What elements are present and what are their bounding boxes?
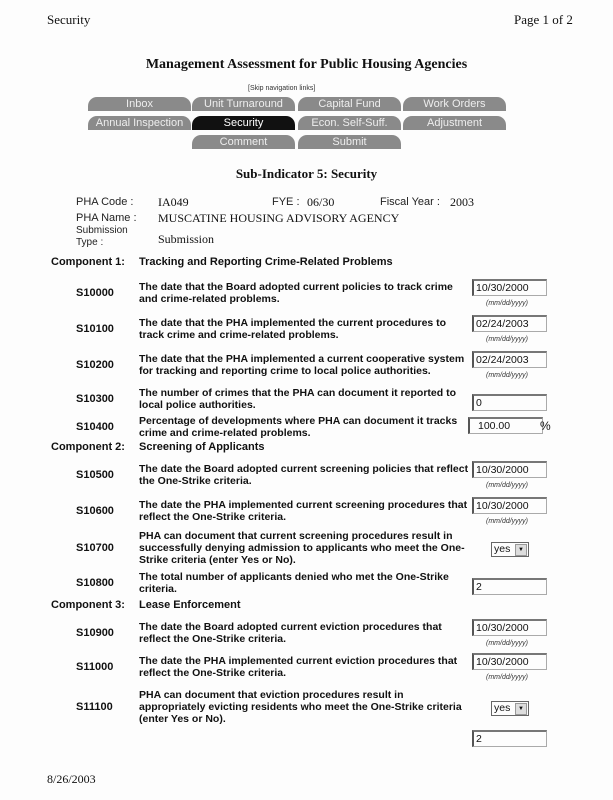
component-label: Component 3: [51, 599, 125, 611]
submission-type-label: Submission [76, 225, 128, 236]
date-input-s10900[interactable]: 10/30/2000 [472, 619, 547, 636]
date-format-hint: (mm/dd/yyyy) [486, 372, 528, 379]
fiscal-year-label: Fiscal Year : [380, 196, 440, 208]
item-code: S11000 [76, 661, 114, 673]
item-description: The date the Board adopted current eviction procedures that reflect the One-Strike criteria. [139, 621, 442, 645]
date-input-s10600[interactable]: 10/30/2000 [472, 497, 547, 514]
header-page-title: Security [47, 12, 91, 27]
date-format-hint: (mm/dd/yyyy) [486, 674, 528, 681]
print-date: 8/26/2003 [47, 772, 96, 786]
date-input-s10200[interactable]: 02/24/2003 [472, 351, 547, 368]
component-title: Tracking and Reporting Crime-Related Problems [139, 256, 393, 268]
yes-no-select-s11100[interactable] [491, 701, 529, 716]
item-description: Percentage of developments where PHA can document it tracks crime and crime-related problems. [139, 415, 458, 439]
header-page-number: Page 1 of 2 [514, 12, 573, 27]
item-description: The date that the PHA implemented the current procedures to track crime and crime-related problems. [139, 317, 447, 341]
trailing-input[interactable]: 2 [472, 730, 547, 747]
component-title: Screening of Applicants [139, 441, 265, 453]
date-format-hint: (mm/dd/yyyy) [486, 336, 528, 343]
item-code: S10600 [76, 505, 114, 517]
date-input-s10000[interactable]: 10/30/2000 [472, 279, 547, 296]
item-code: S11100 [76, 701, 113, 713]
item-code: S10800 [76, 577, 114, 589]
tab-comment[interactable]: Comment [192, 135, 295, 149]
fye-label: FYE : [272, 196, 300, 208]
tab-unit-turnaround[interactable]: Unit Turnaround [192, 97, 295, 111]
submission-type-value: Submission [158, 232, 215, 246]
tab-work-orders[interactable]: Work Orders [403, 97, 506, 111]
select-value: yes [494, 543, 511, 555]
tab-inbox[interactable]: Inbox [88, 97, 191, 111]
item-description: The date that the PHA implemented a current cooperative system for tracking and reporting crime to local police authorities. [139, 353, 465, 377]
item-code: S10700 [76, 542, 114, 554]
tab-annual-inspection[interactable]: Annual Inspection [88, 116, 191, 130]
percent-input-s10400[interactable]: 100.00 [468, 417, 543, 434]
date-input-s10500[interactable]: 10/30/2000 [472, 461, 547, 478]
item-description: The date the PHA implemented current eviction procedures that reflect the One-Strike criteria. [139, 655, 458, 679]
item-code: S10500 [76, 469, 114, 481]
item-description: The date the Board adopted current screening policies that reflect the One-Strike criteria. [139, 463, 469, 487]
tab-econ-self-suff[interactable]: Econ. Self-Suff. [298, 116, 401, 130]
date-format-hint: (mm/dd/yyyy) [486, 640, 528, 647]
tab-capital-fund[interactable]: Capital Fund [298, 97, 401, 111]
tab-adjustment[interactable]: Adjustment [403, 116, 506, 130]
date-format-hint: (mm/dd/yyyy) [486, 518, 528, 525]
yes-no-select-s10700[interactable] [491, 542, 529, 557]
pha-code-label: PHA Code : [76, 196, 134, 208]
item-code: S10100 [76, 323, 114, 335]
item-description: The number of crimes that the PHA can document it reported to local police authorities. [139, 387, 456, 411]
item-code: S10300 [76, 393, 114, 405]
tab-submit[interactable]: Submit [298, 135, 401, 149]
pha-code-value: IA049 [158, 195, 189, 209]
component-label: Component 2: [51, 441, 125, 453]
fye-value: 06/30 [307, 195, 335, 209]
date-format-hint: (mm/dd/yyyy) [486, 300, 528, 307]
page-title: Management Assessment for Public Housing Agencies [145, 57, 468, 72]
select-value: yes [494, 702, 511, 714]
date-format-hint: (mm/dd/yyyy) [486, 482, 528, 489]
tab-security[interactable]: Security [192, 116, 295, 130]
component-title: Lease Enforcement [139, 599, 241, 611]
pha-name-value: MUSCATINE HOUSING ADVISORY AGENCY [158, 211, 400, 225]
number-input-s10800[interactable]: 2 [472, 578, 547, 595]
chevron-down-icon[interactable]: ▼ [515, 544, 527, 556]
item-code: S10900 [76, 627, 114, 639]
item-description: The date the PHA implemented current screening procedures that reflect the One-Strike criteria. [139, 499, 468, 523]
item-code: S10000 [76, 287, 114, 299]
number-input-s10300[interactable]: 0 [472, 394, 547, 411]
skip-navigation-link[interactable]: [Skip navigation links] [248, 85, 316, 92]
component-label: Component 1: [51, 256, 125, 268]
submission-type-label-2: Type : [76, 237, 104, 248]
item-code: S10400 [76, 421, 114, 433]
percent-unit: % [540, 419, 551, 433]
date-input-s11000[interactable]: 10/30/2000 [472, 653, 547, 670]
item-description: The date that the Board adopted current policies to track crime and crime-related problems. [139, 281, 453, 305]
item-description: PHA can document that current screening procedures result in successfully denying admission to applicants who meet the One-Strike criteria (enter Yes or No). [139, 530, 465, 566]
chevron-down-icon[interactable]: ▼ [515, 703, 527, 715]
date-input-s10100[interactable]: 02/24/2003 [472, 315, 547, 332]
pha-name-label: PHA Name : [76, 212, 137, 224]
item-description: The total number of applicants denied who met the One-Strike criteria. [139, 571, 449, 595]
fiscal-year-value: 2003 [450, 195, 474, 209]
sub-indicator-title: Sub-Indicator 5: Security [235, 166, 378, 181]
item-description: PHA can document that eviction procedures result in appropriately evicting residents who meet the One-Strike criteria (enter Yes or No). [139, 689, 462, 725]
item-code: S10200 [76, 359, 114, 371]
